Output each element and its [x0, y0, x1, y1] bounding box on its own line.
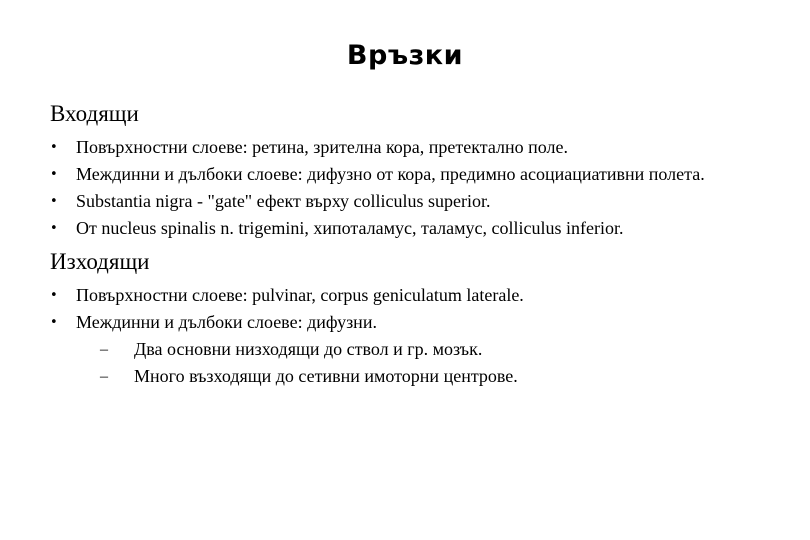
- slide-title: Връзки: [346, 40, 464, 71]
- slide-content: [50, 100, 790, 392]
- sub-list-item: [100, 338, 790, 361]
- list-item-text: Повърхностни слоеве: pulvinar, corpus geniculatum laterale.: [76, 285, 524, 305]
- section-heading-incoming: Входящи: [50, 101, 139, 126]
- list-item: [50, 311, 790, 388]
- list-item-text: Повърхностни слоеве: ретина, зрителна кора, претектално поле.: [76, 137, 568, 157]
- list-item-text: Междинни и дълбоки слоеве: дифузно от кора, предимно асоциациативни полета.: [76, 164, 705, 184]
- bullet-icon: •: [50, 288, 58, 303]
- sub-list-item: [100, 365, 790, 388]
- list-item: [50, 217, 790, 240]
- sub-list-item-text: Много възходящи до сетивни имоторни центрове.: [134, 366, 518, 386]
- list-item: [50, 136, 790, 159]
- bullet-icon: •: [50, 315, 58, 330]
- bullet-icon: •: [50, 221, 58, 236]
- dash-icon: –: [100, 341, 108, 358]
- outgoing-sublist: [76, 338, 790, 388]
- list-item-text: От nucleus spinalis n. trigemini, хипоталамус, таламус, colliculus inferior.: [76, 218, 624, 238]
- list-item-text: Substantia nigra - "gate" ефект върху colliculus superior.: [76, 191, 491, 211]
- section-heading-outgoing: Изходящи: [50, 249, 150, 274]
- list-item: [50, 163, 790, 186]
- list-item-text: Междинни и дълбоки слоеве: дифузни.: [76, 312, 377, 332]
- bullet-icon: •: [50, 140, 58, 155]
- bullet-icon: •: [50, 167, 58, 182]
- incoming-list: [50, 136, 790, 240]
- dash-icon: –: [100, 368, 108, 385]
- bullet-icon: •: [50, 194, 58, 209]
- list-item: [50, 190, 790, 213]
- outgoing-list: [50, 284, 790, 388]
- sub-list-item-text: Два основни низходящи до ствол и гр. мозък.: [134, 339, 483, 359]
- list-item: [50, 284, 790, 307]
